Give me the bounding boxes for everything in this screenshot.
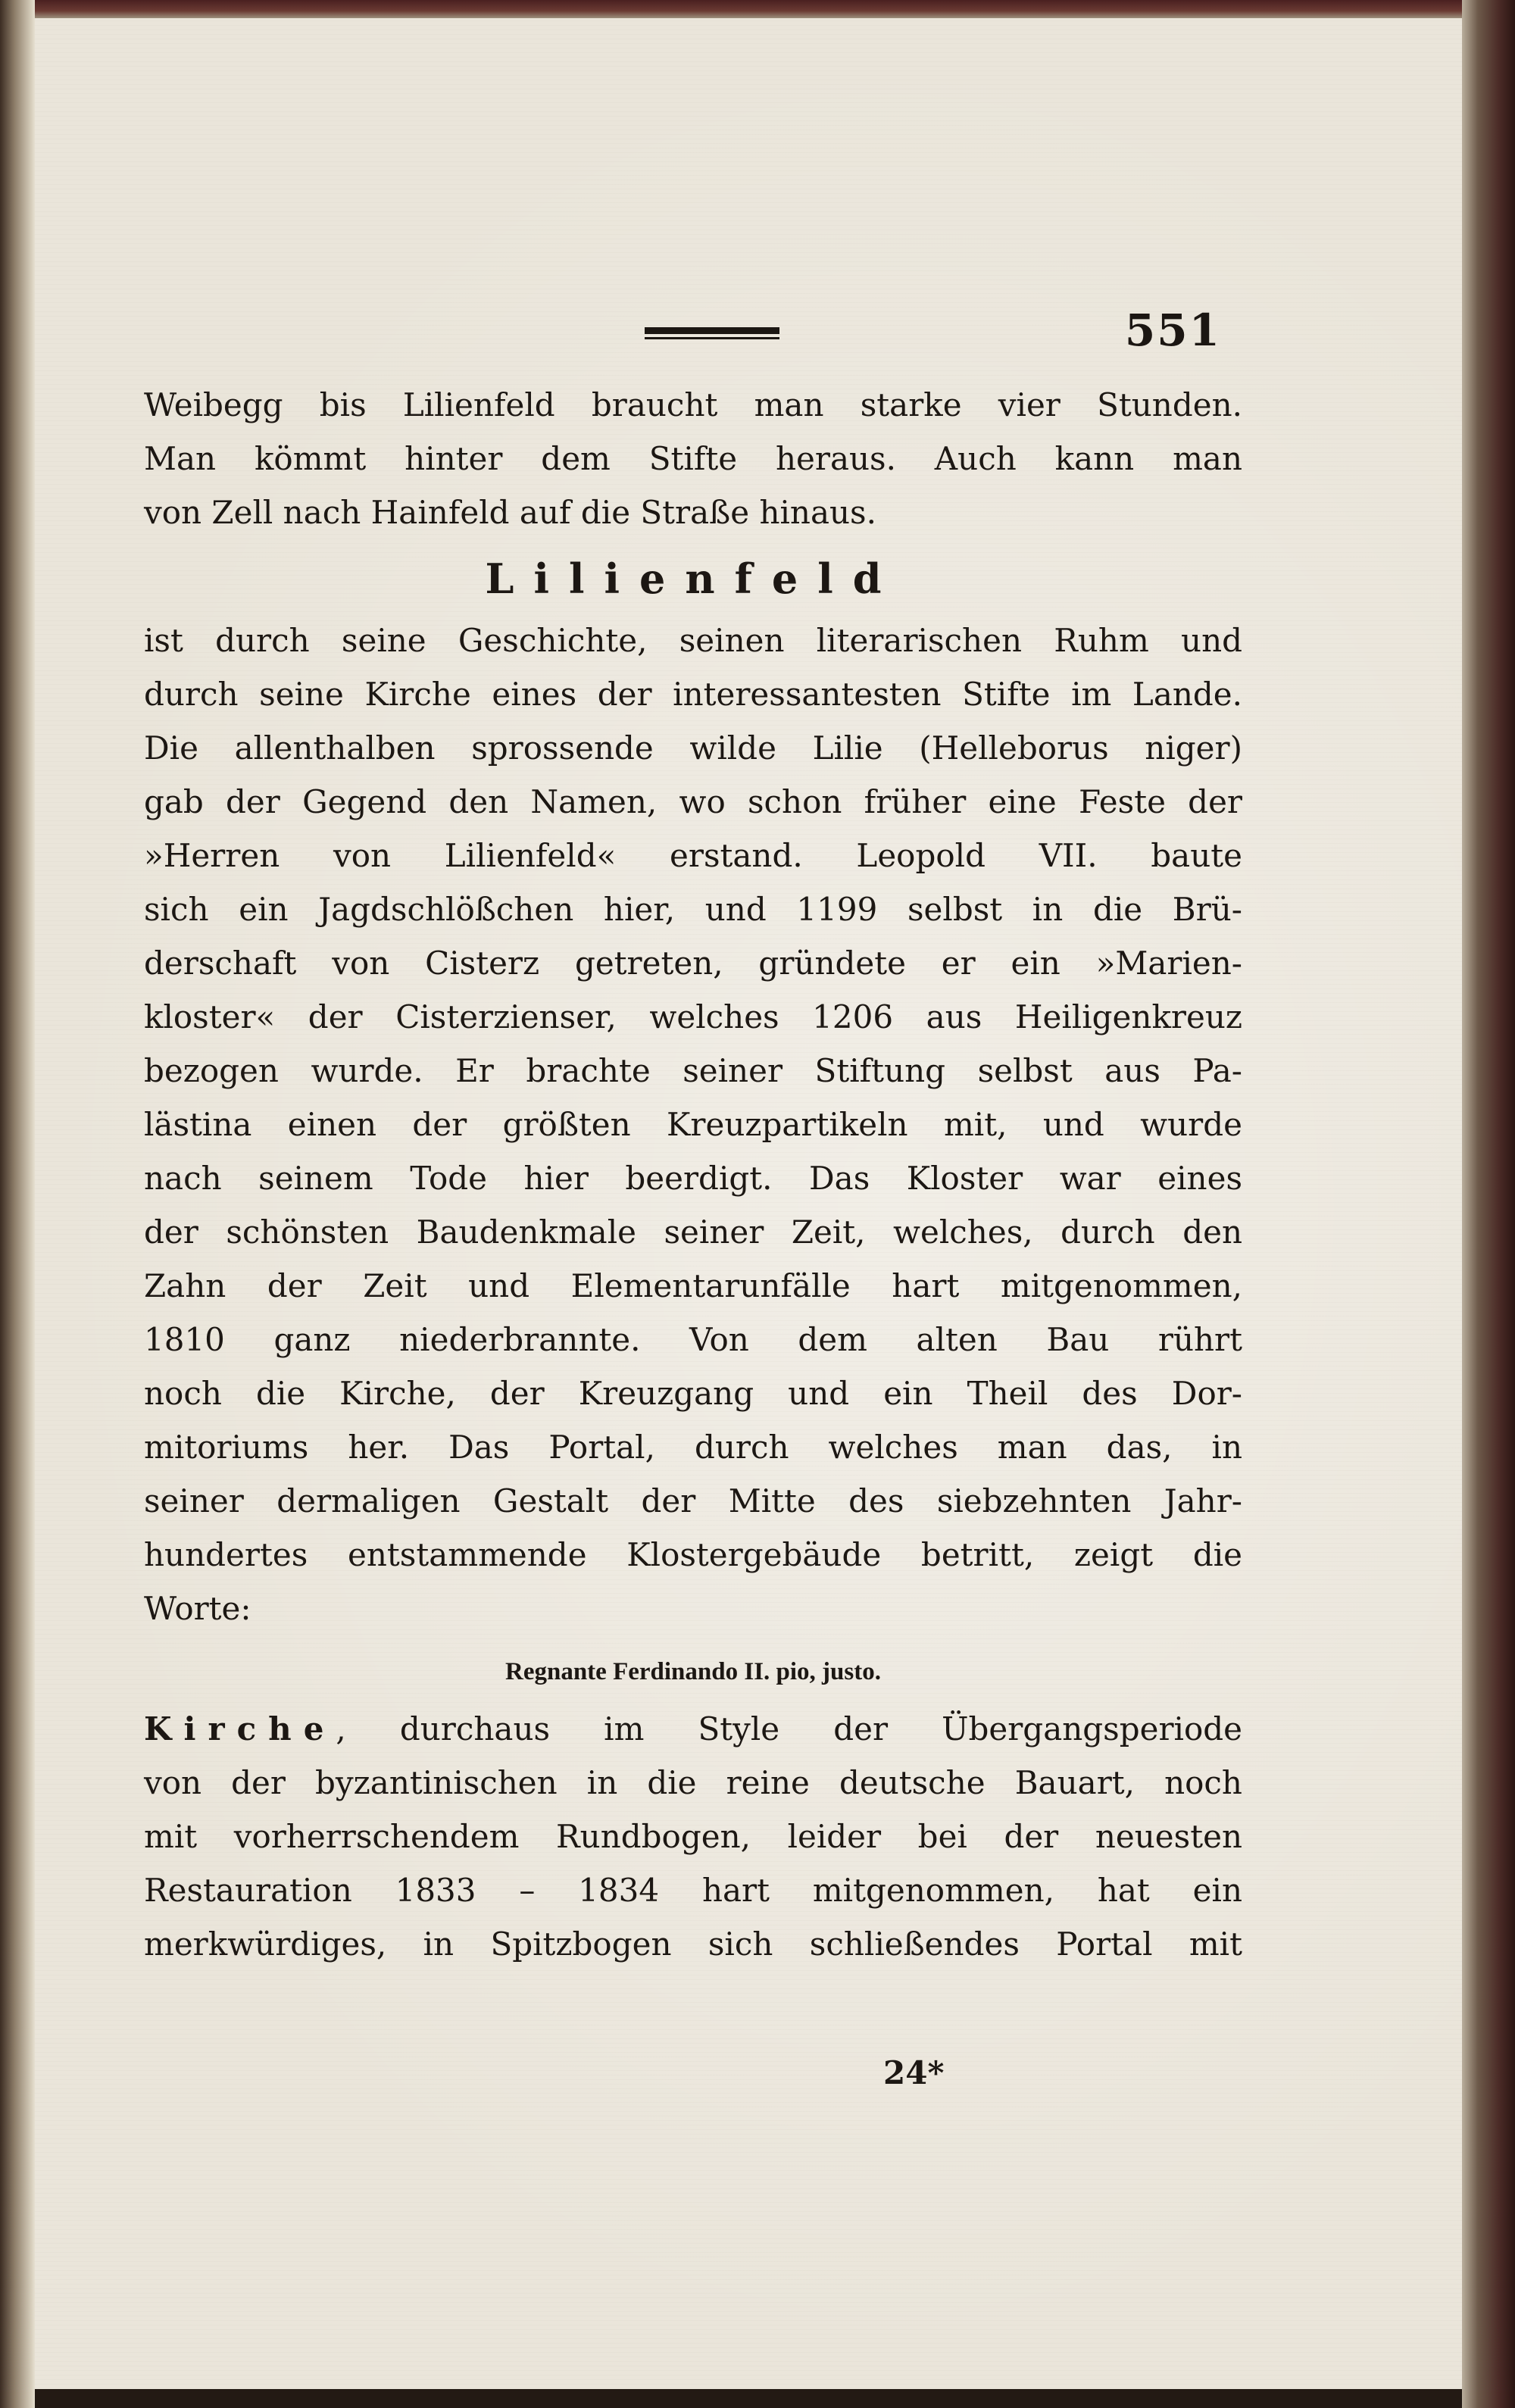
text-line: mit vorherrschendem Rundbogen, leider bei der neuesten: [144, 1818, 1242, 1855]
body-text: [144, 378, 1242, 1971]
book-cover-top-edge: [0, 0, 1515, 18]
emphasized-word: Kirche: [144, 1710, 336, 1747]
page-header: [35, 306, 1462, 367]
text-line: nach seinem Tode hier beerdigt. Das Kloster war eines: [144, 1160, 1242, 1197]
text-line: hundertes entstammende Klostergebäude betritt, zeigt die: [144, 1536, 1242, 1573]
text-line: Weibegg bis Lilienfeld braucht man starke vier Stunden.: [144, 386, 1242, 423]
text-line: »Herren von Lilienfeld« erstand. Leopold VII. baute: [144, 837, 1242, 874]
text-line: sich ein Jagdschlößchen hier, und 1199 selbst in die Brü-: [144, 891, 1242, 928]
text-line: noch die Kirche, der Kreuzgang und ein Theil des Dor-: [144, 1375, 1242, 1412]
text-line: der schönsten Baudenkmale seiner Zeit, welches, durch den: [144, 1213, 1242, 1251]
text-line: Worte:: [144, 1590, 251, 1627]
text-line: Die allenthalben sprossende wilde Lilie (Helleborus niger): [144, 729, 1242, 767]
text-line: merkwürdiges, in Spitzbogen sich schließendes Portal mit: [144, 1925, 1242, 1963]
text-line: gab der Gegend den Namen, wo schon früher eine Feste der: [144, 783, 1242, 820]
text-line: Zahn der Zeit und Elementarunfälle hart mitgenommen,: [144, 1267, 1242, 1304]
printer-signature-mark: 24*: [883, 2054, 945, 2091]
text-line: [144, 1702, 1242, 1756]
text-line: 1810 ganz niederbrannte. Von dem alten Bau rührt: [144, 1321, 1242, 1358]
page-number: 551: [1124, 305, 1221, 356]
text-line: Man kömmt hinter dem Stifte heraus. Auch kann man: [144, 440, 1242, 477]
portal-inscription: Regnante Ferdinando II. pio, justo.: [505, 1658, 881, 1685]
book-page: [35, 18, 1462, 2389]
text-line: seiner dermaligen Gestalt der Mitte des siebzehnten Jahr-: [144, 1482, 1242, 1519]
text-line: Restauration 1833 – 1834 hart mitgenommen, hat ein: [144, 1872, 1242, 1909]
book-cover-right-edge: [1462, 0, 1515, 2408]
text-line: kloster« der Cisterzienser, welches 1206 aus Heiligenkreuz: [144, 998, 1242, 1035]
header-rule: [645, 327, 779, 339]
section-heading: Lilienfeld: [485, 554, 901, 603]
book-spine-gutter: [0, 0, 35, 2408]
text-line: mitoriums her. Das Portal, durch welches man das, in: [144, 1429, 1242, 1466]
text-line: lästina einen der größten Kreuzpartikeln mit, und wurde: [144, 1106, 1242, 1143]
text-line: bezogen wurde. Er brachte seiner Stiftung selbst aus Pa-: [144, 1052, 1242, 1089]
text-line: derschaft von Cisterz getreten, gründete er ein »Marien-: [144, 945, 1242, 982]
text-line: ist durch seine Geschichte, seinen literarischen Ruhm und: [144, 622, 1242, 659]
text-line: von Zell nach Hainfeld auf die Straße hinaus.: [144, 494, 876, 531]
text-line-rest: , durchaus im Style der Übergangsperiode: [336, 1710, 1242, 1747]
text-line: von der byzantinischen in die reine deutsche Bauart, noch: [144, 1764, 1242, 1801]
text-line: durch seine Kirche eines der interessantesten Stifte im Lande.: [144, 676, 1242, 713]
